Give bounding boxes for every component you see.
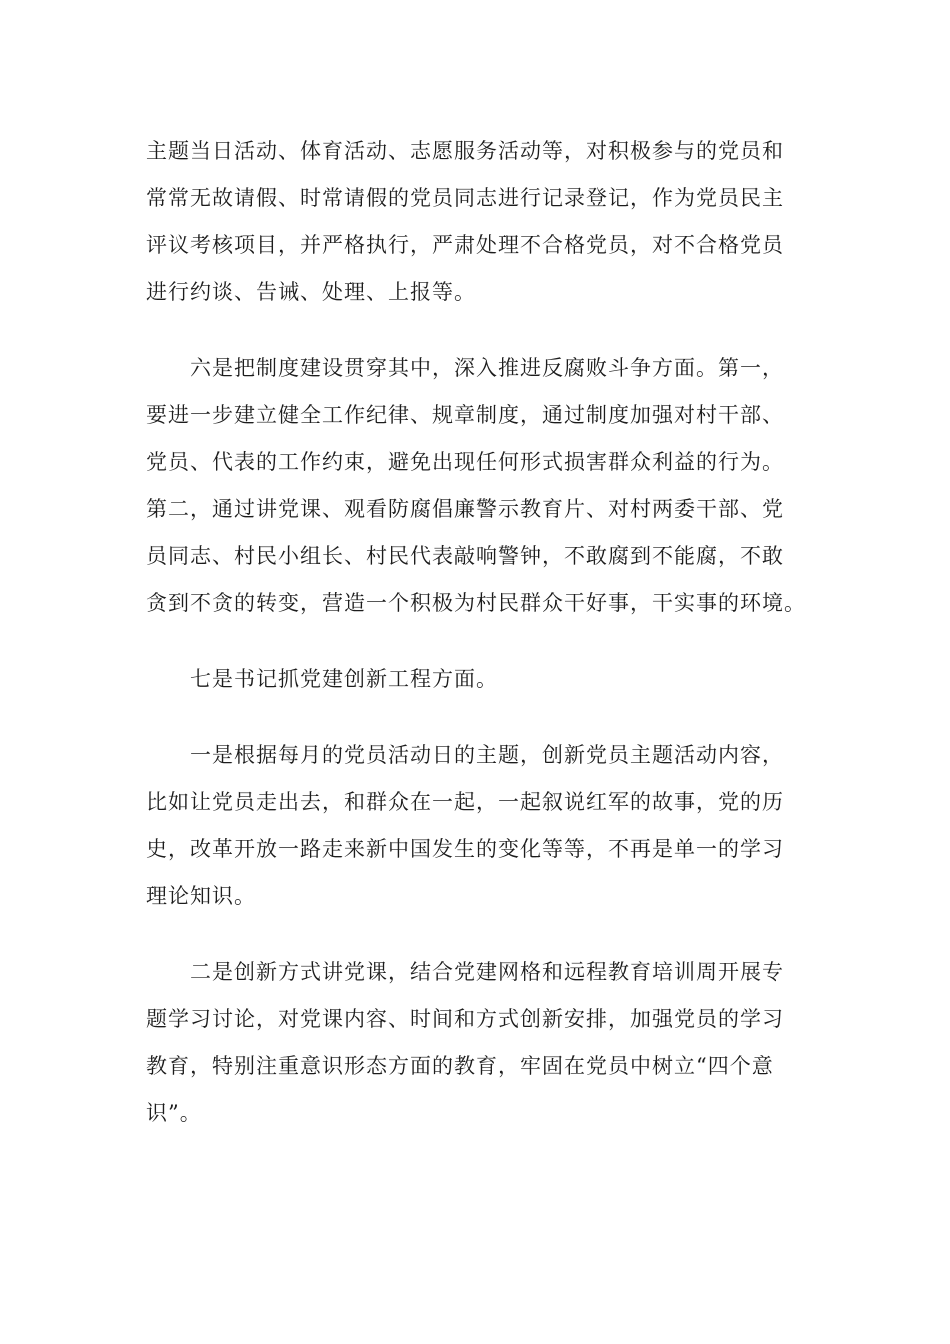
paragraph-line: 第二，通过讲党课、观看防腐倡廉警示教育片、对村两委干部、党 [146,497,784,521]
paragraph-line: 贪到不贪的转变，营造一个积极为村民群众干好事，干实事的环境。 [146,591,806,615]
paragraph-4 [146,732,806,920]
paragraph-1 [146,128,806,316]
paragraph-line: 二是创新方式讲党课，结合党建网格和远程教育培训周开展专 [190,960,784,984]
document-body [146,128,806,1166]
paragraph-line: 主题当日活动、体育活动、志愿服务活动等，对积极参与的党员和 [146,139,784,163]
paragraph-line: 一是根据每月的党员活动日的主题，创新党员主题活动内容， [190,743,784,767]
paragraph-line: 理论知识。 [146,884,256,908]
paragraph-line: 党员、代表的工作约束，避免出现任何形式损害群众利益的行为。 [146,450,784,474]
paragraph-line: 史，改革开放一路走来新中国发生的变化等等，不再是单一的学习 [146,837,784,861]
paragraph-line: 题学习讨论，对党课内容、时间和方式创新安排，加强党员的学习 [146,1007,784,1031]
paragraph-line: 员同志、村民小组长、村民代表敲响警钟，不敢腐到不能腐，不敢 [146,544,784,568]
paragraph-3 [146,656,806,703]
paragraph-line: 教育，特别注重意识形态方面的教育，牢固在党员中树立“四个意 [146,1054,774,1078]
paragraph-line: 常常无故请假、时常请假的党员同志进行记录登记，作为党员民主 [146,186,784,210]
paragraph-line: 要进一步建立健全工作纪律、规章制度，通过制度加强对村干部、 [146,403,784,427]
paragraph-line: 比如让党员走出去，和群众在一起，一起叙说红军的故事，党的历 [146,790,784,814]
paragraph-line: 评议考核项目，并严格执行，严肃处理不合格党员，对不合格党员 [146,233,784,257]
paragraph-line: 六是把制度建设贯穿其中，深入推进反腐败斗争方面。第一， [190,356,784,380]
paragraph-line: 七是书记抓党建创新工程方面。 [190,667,498,691]
paragraph-line: 识”。 [146,1101,202,1125]
paragraph-line: 进行约谈、告诫、处理、上报等。 [146,280,476,304]
paragraph-2 [146,345,806,627]
paragraph-5 [146,949,806,1137]
